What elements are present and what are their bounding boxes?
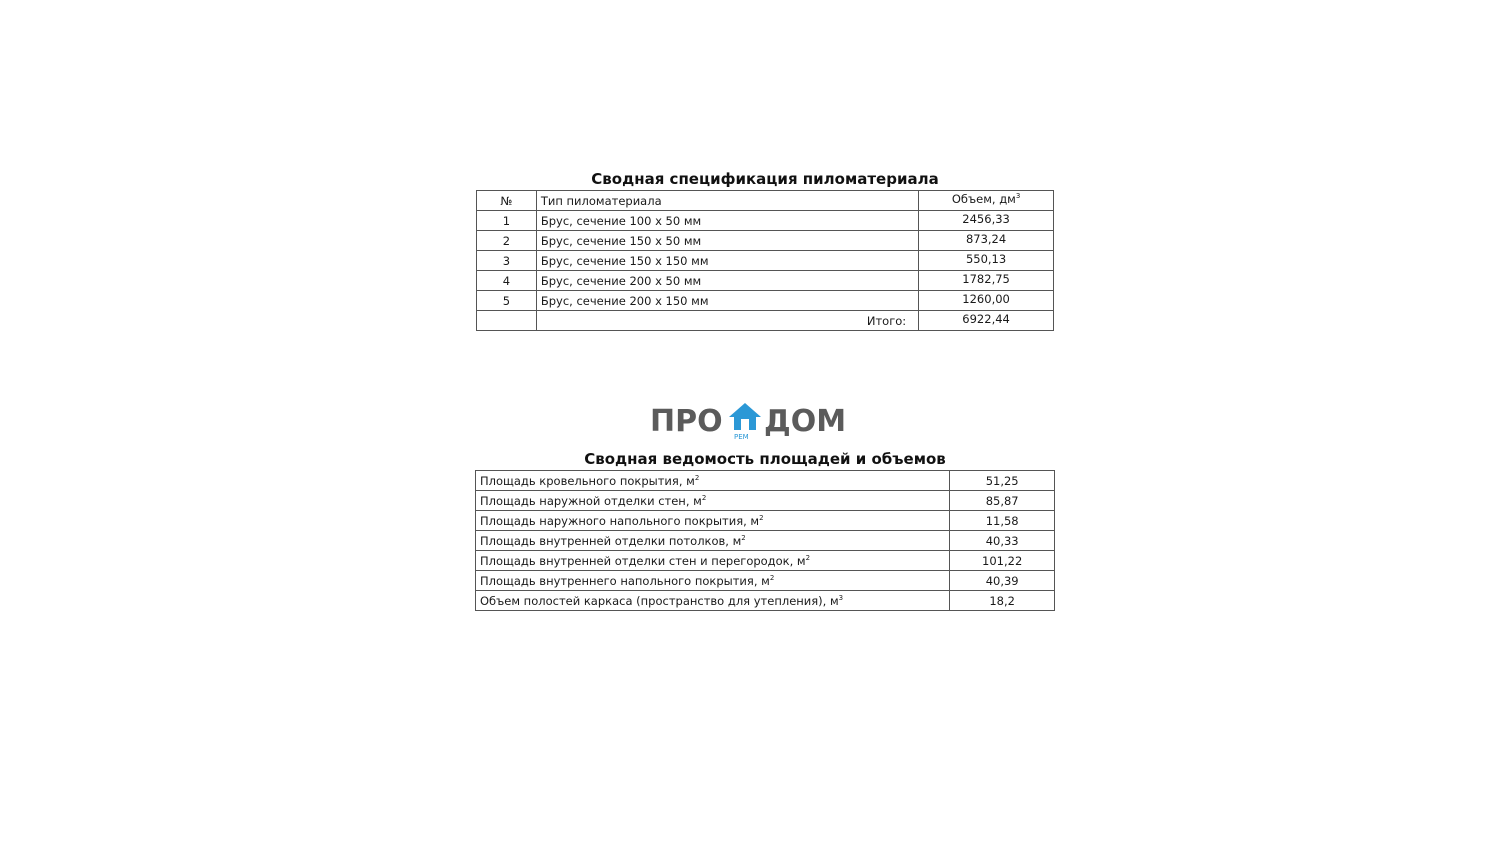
logo-text-right: ДОМ — [764, 404, 847, 439]
table-row — [477, 231, 1054, 251]
row-number: 2 — [477, 231, 537, 251]
table-row — [477, 251, 1054, 271]
logo-text-left: ПРО — [650, 404, 723, 439]
area-value: 101,22 — [950, 551, 1055, 571]
row-volume: 2456,33 — [919, 211, 1054, 231]
header-volume-sup: 3 — [1015, 192, 1021, 200]
lumber-spec-table — [476, 190, 1054, 331]
row-volume: 550,13 — [919, 251, 1054, 271]
area-unit-sup: 2 — [805, 553, 811, 562]
area-unit-sup: 2 — [769, 573, 775, 582]
area-value: 51,25 — [950, 471, 1055, 491]
area-value: 85,87 — [950, 491, 1055, 511]
row-volume: 1260,00 — [919, 291, 1054, 311]
house-icon — [728, 402, 762, 434]
row-number: 4 — [477, 271, 537, 291]
area-value: 11,58 — [950, 511, 1055, 531]
area-label — [476, 471, 950, 491]
header-number: № — [477, 191, 537, 211]
area-label-text: Площадь наружной отделки стен, м — [480, 493, 702, 508]
table-row — [477, 271, 1054, 291]
table-row — [476, 531, 1055, 551]
area-label — [476, 531, 950, 551]
header-volume — [919, 191, 1054, 211]
table-row — [476, 511, 1055, 531]
area-unit-sup: 3 — [838, 593, 844, 602]
total-label: Итого: — [536, 311, 918, 331]
area-value: 18,2 — [950, 591, 1055, 611]
row-volume: 1782,75 — [919, 271, 1054, 291]
header-volume-label: Объем, дм — [951, 192, 1016, 206]
table-row — [476, 471, 1055, 491]
table-row — [476, 491, 1055, 511]
table-row — [477, 211, 1054, 231]
areas-title: Сводная ведомость площадей и объемов — [584, 450, 946, 468]
table-row — [477, 291, 1054, 311]
area-label-text: Площадь внутренней отделки стен и перегородок, м — [480, 553, 806, 568]
areas-table — [475, 470, 1055, 611]
row-volume: 873,24 — [919, 231, 1054, 251]
table-row — [476, 591, 1055, 611]
area-label-text: Площадь внутреннего напольного покрытия, м — [480, 573, 770, 588]
row-type: Брус, сечение 200 x 150 мм — [536, 291, 918, 311]
total-row — [477, 311, 1054, 331]
header-type: Тип пиломатериала — [536, 191, 918, 211]
area-unit-sup: 2 — [694, 473, 700, 482]
logo-text-small: РЕМ — [734, 433, 749, 441]
table-header-row — [477, 191, 1054, 211]
pro-dom-logo — [648, 402, 852, 442]
row-type: Брус, сечение 150 x 150 мм — [536, 251, 918, 271]
area-label — [476, 551, 950, 571]
lumber-spec-title: Сводная спецификация пиломатериала — [591, 170, 939, 188]
row-number: 3 — [477, 251, 537, 271]
row-number: 5 — [477, 291, 537, 311]
area-label — [476, 571, 950, 591]
area-label-text: Площадь кровельного покрытия, м — [480, 473, 695, 488]
table-row — [476, 571, 1055, 591]
row-number: 1 — [477, 211, 537, 231]
area-unit-sup: 2 — [701, 493, 707, 502]
area-label — [476, 591, 950, 611]
total-empty-cell — [477, 311, 537, 331]
area-label — [476, 511, 950, 531]
area-unit-sup: 2 — [741, 533, 746, 542]
total-value: 6922,44 — [919, 311, 1054, 331]
area-value: 40,39 — [950, 571, 1055, 591]
area-label — [476, 491, 950, 511]
table-row — [476, 551, 1055, 571]
row-type: Брус, сечение 150 x 50 мм — [536, 231, 918, 251]
area-label-text: Объем полостей каркаса (пространство для утепления), м — [480, 593, 839, 608]
row-type: Брус, сечение 200 x 50 мм — [536, 271, 918, 291]
area-label-text: Площадь внутренней отделки потолков, м — [480, 533, 742, 548]
area-value: 40,33 — [950, 531, 1055, 551]
row-type: Брус, сечение 100 x 50 мм — [536, 211, 918, 231]
area-label-text: Площадь наружного напольного покрытия, м — [480, 513, 760, 528]
area-unit-sup: 2 — [759, 513, 764, 522]
